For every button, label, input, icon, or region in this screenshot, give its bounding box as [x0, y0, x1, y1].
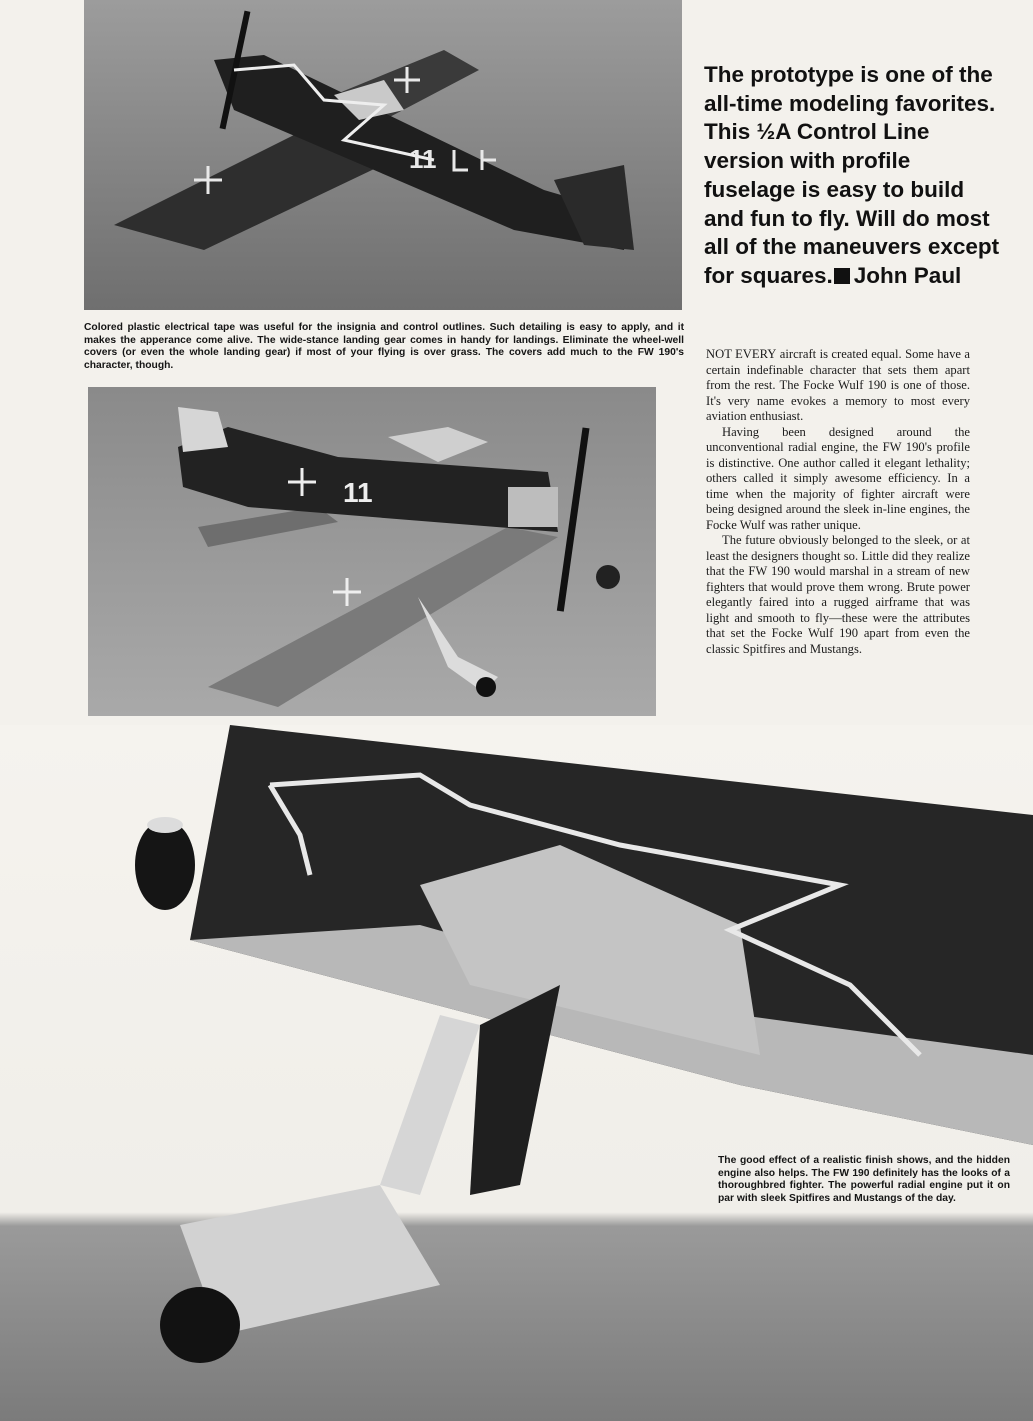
- body-paragraph-1: [706, 347, 970, 425]
- article-body: [706, 347, 970, 657]
- photo-model-top-view: [84, 0, 682, 310]
- body-paragraph-2: Having been designed around the unconventional radial engine, the FW 190's profile is distinctive. One author called it elegant lethality; others called it simply awesome efficiency. In a time when the majority of fighter aircraft were being designed around the sleek in-line engines, the Focke Wulf was rather unique.: [706, 424, 970, 532]
- caption-top-photo: Colored plastic electrical tape was useful for the insignia and control outlines. Such detailing is easy to apply, and it makes the apperance come alive. The wide-stance landing gear comes in handy for landings. Eliminate the wheel-well covers (or even the whole landing gear) if most of your flying is over grass. The covers add much to the FW 190's character, though.: [84, 322, 684, 371]
- end-square-icon: [834, 268, 850, 284]
- body-paragraph-3: The future obviously belonged to the sleek, or at least the designers thought so. Little did they realize that the FW 190 would marshal in a stream of new fighters that would prove them wrong. Brute power elegantly faired into a rugged airframe that was light and smooth to fly—these were the attributes that set the Focke Wulf 190 apart from even the classic Spitfires and Mustangs.: [706, 533, 970, 656]
- deck-text: The prototype is one of the all-time modeling favorites. This ½A Control Line version with profile fuselage is easy to build and fun to fly. Will do most all of the maneuvers except for squares.: [704, 62, 1000, 288]
- photo-model-closeup: [0, 725, 1033, 1421]
- lead-in: NOT EVERY: [706, 347, 777, 361]
- top-photo-number-marking: 11: [409, 144, 437, 174]
- mid-photo-number-marking: 11: [343, 477, 373, 508]
- body-paragraph-1-text: aircraft is created equal. Some have a certain indefinable character that sets them apart from the rest. The Focke Wulf 190 is one of those. It's very name evokes a memory to most every aviation enthusiast.: [706, 347, 970, 423]
- caption-closeup-photo: The good effect of a realistic finish shows, and the hidden engine also helps. The FW 190 definitely has the looks of a thoroughbred fighter. The powerful radial engine put it on par with sleek Spitfires and Mustangs of the day.: [718, 1155, 1010, 1204]
- article-deck: [704, 61, 1004, 291]
- author-name: John Paul: [853, 262, 962, 288]
- photo-model-side-view: [88, 387, 656, 716]
